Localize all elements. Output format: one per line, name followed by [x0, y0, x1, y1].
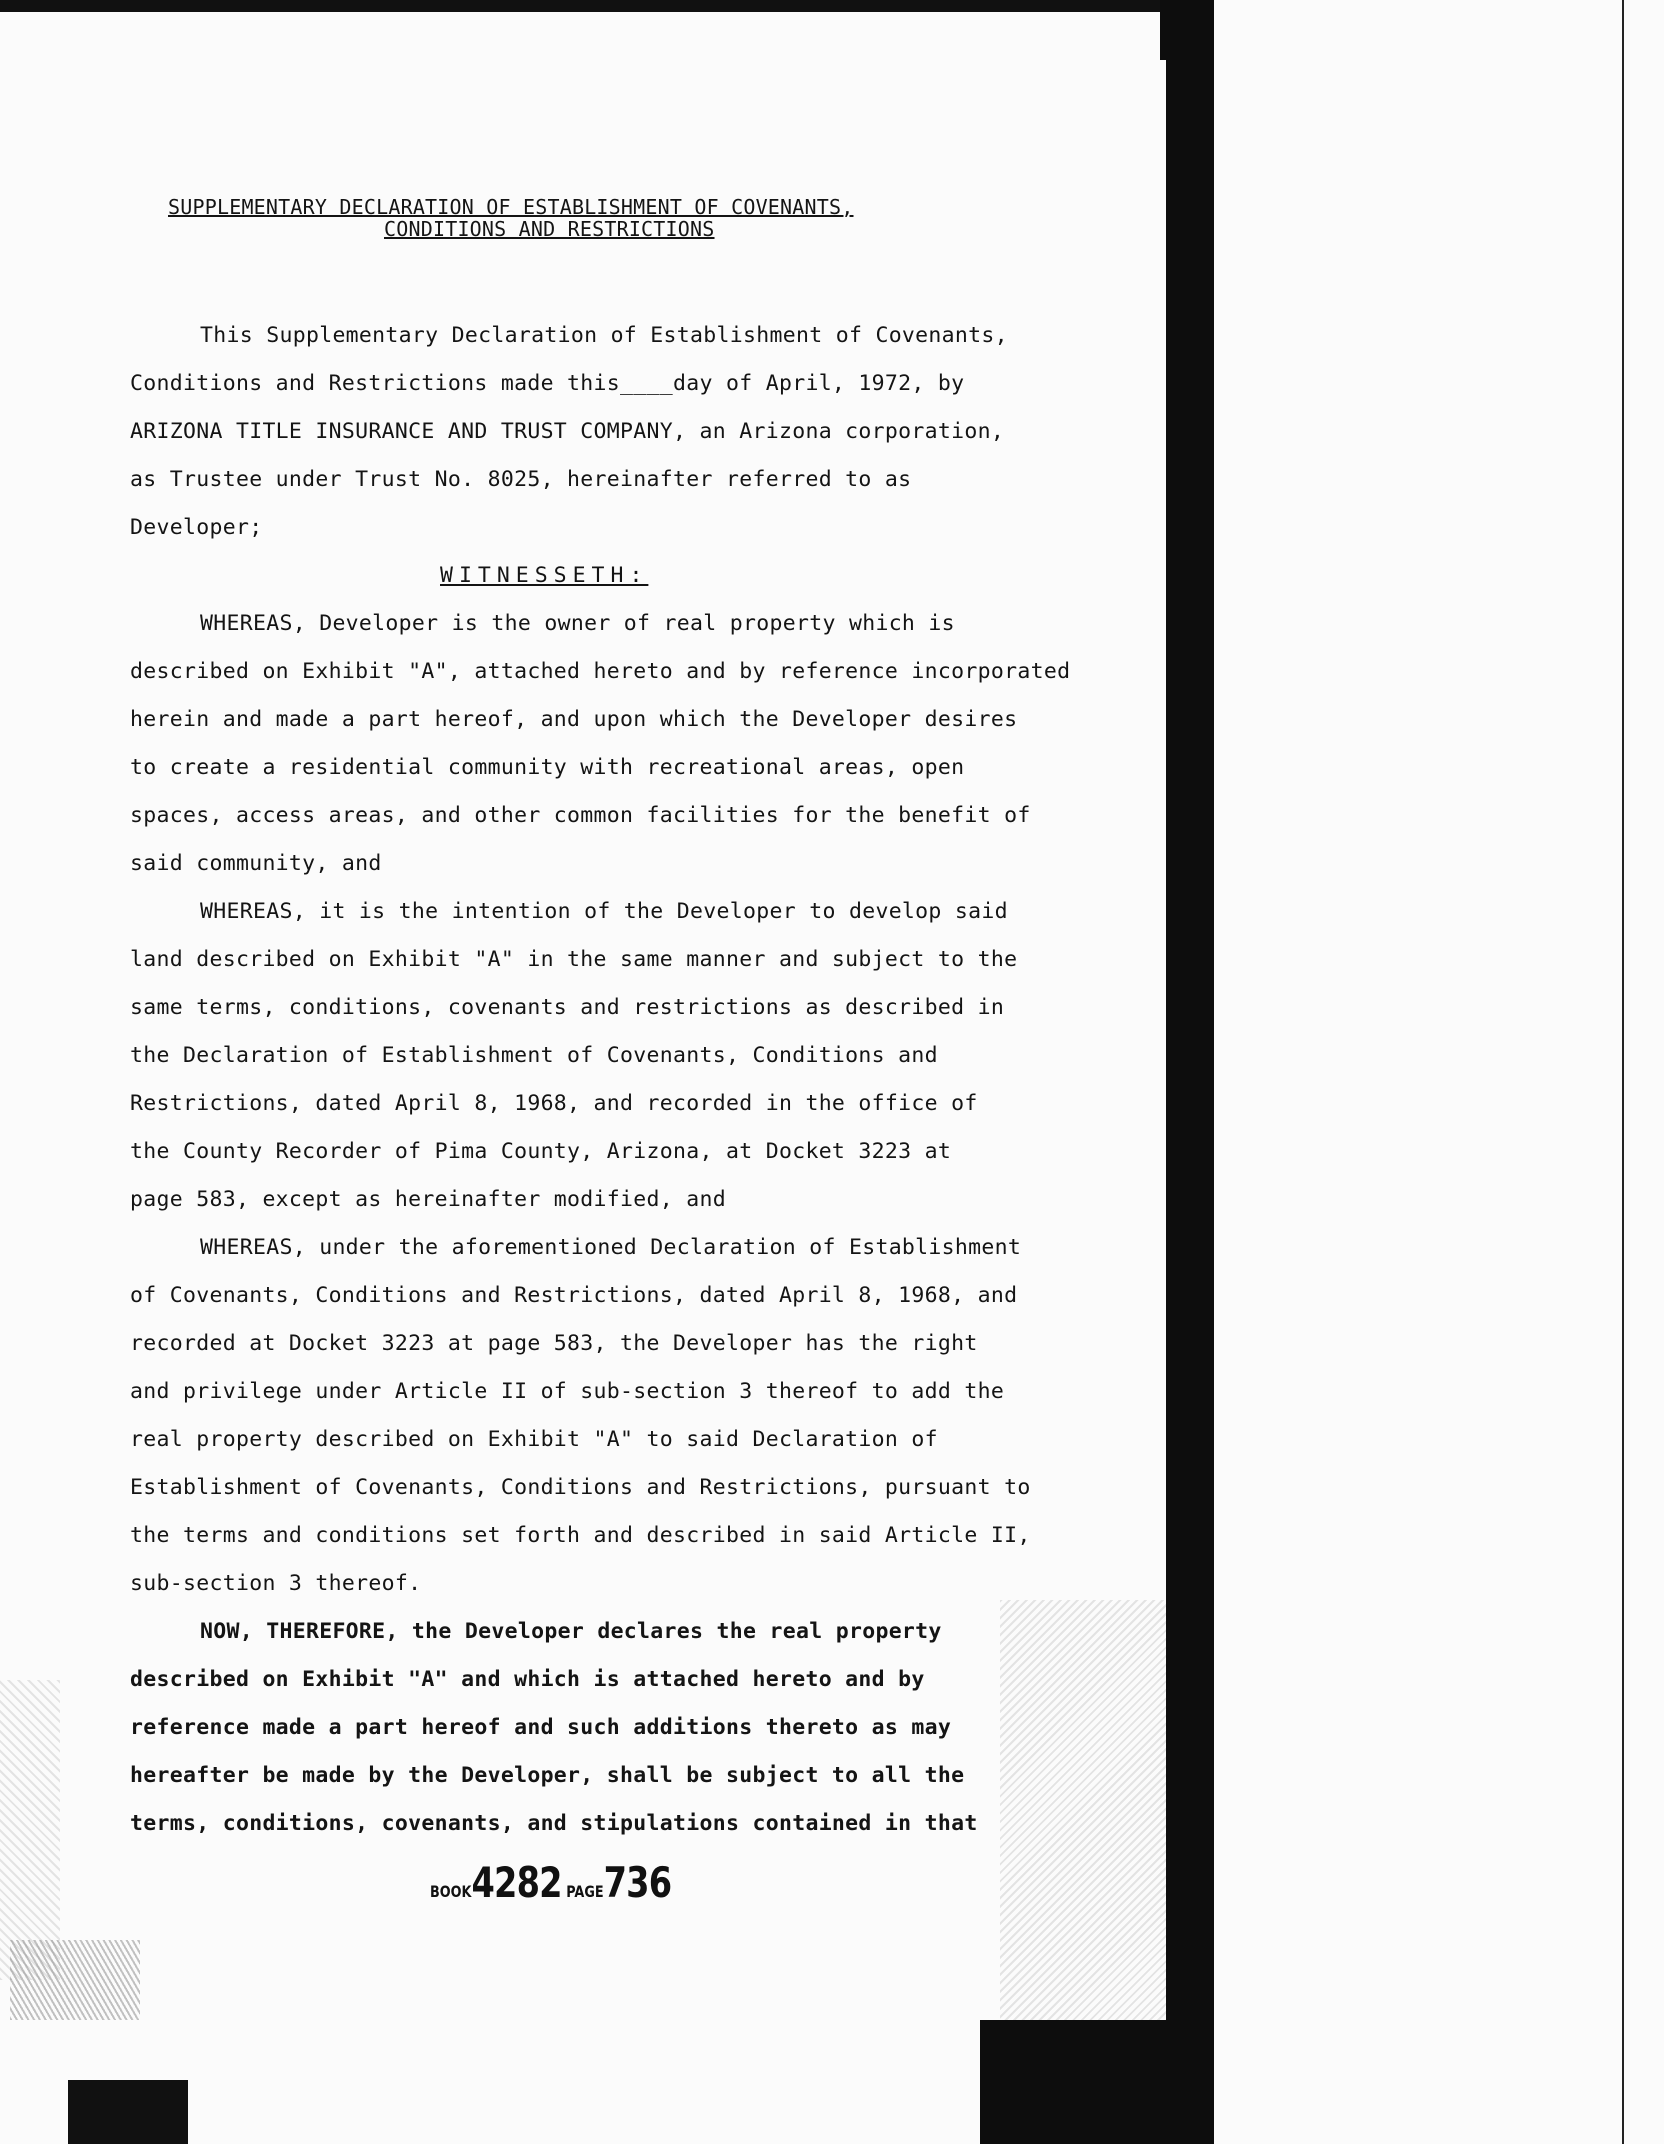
page-label: PAGE: [566, 1882, 604, 1901]
paragraph-line: Establishment of Covenants, Conditions and Restrictions, pursuant to: [130, 1475, 1031, 1500]
paragraph-line: the County Recorder of Pima County, Arizona, at Docket 3223 at: [130, 1139, 952, 1164]
book-number: 4282: [471, 1858, 562, 1907]
scan-right-bar: [1166, 0, 1214, 2144]
paragraph-line: ARIZONA TITLE INSURANCE AND TRUST COMPANY, an Arizona corporation,: [130, 419, 1005, 444]
paragraph-2: [130, 600, 1150, 888]
title-line-2: CONDITIONS AND RESTRICTIONS: [384, 217, 715, 241]
paragraph-line: same terms, conditions, covenants and restrictions as described in: [130, 995, 1005, 1020]
paragraph-line: Developer;: [130, 515, 263, 540]
paragraph-line: land described on Exhibit "A" in the same manner and subject to the: [130, 947, 1018, 972]
scan-bottom-right-block: [980, 2020, 1214, 2144]
paragraph-line: This Supplementary Declaration of Establishment of Covenants,: [200, 323, 1008, 348]
scan-bottom-left-block: [68, 2080, 188, 2144]
paragraph-4: [130, 1224, 1150, 1608]
paragraph-3: [130, 888, 1150, 1224]
paragraph-line: page 583, except as hereinafter modified, and: [130, 1187, 726, 1212]
paragraph-line: spaces, access areas, and other common facilities for the benefit of: [130, 803, 1031, 828]
paragraph-line: hereafter be made by the Developer, shall be subject to all the: [130, 1763, 965, 1788]
paragraph-line: Conditions and Restrictions made this____day of April, 1972, by: [130, 371, 965, 396]
paragraph-line: said community, and: [130, 851, 382, 876]
book-label: BOOK: [430, 1882, 472, 1901]
paragraph-line: WHEREAS, Developer is the owner of real property which is: [200, 611, 955, 636]
paragraph-line: terms, conditions, covenants, and stipulations contained in that: [130, 1811, 978, 1836]
scan-right-edge-line: [1622, 0, 1624, 2144]
paragraph-line: to create a residential community with recreational areas, open: [130, 755, 965, 780]
witnesseth-heading: WITNESSETH:: [440, 563, 649, 588]
paragraph-line: the terms and conditions set forth and described in said Article II,: [130, 1523, 1031, 1548]
paragraph-line: WHEREAS, it is the intention of the Developer to develop said: [200, 899, 1008, 924]
paragraph-line: reference made a part hereof and such additions thereto as may: [130, 1715, 952, 1740]
paragraph-line: real property described on Exhibit "A" to said Declaration of: [130, 1427, 938, 1452]
paragraph-line: herein and made a part hereof, and upon which the Developer desires: [130, 707, 1018, 732]
paragraph-line: described on Exhibit "A" and which is attached hereto and by: [130, 1667, 925, 1692]
scan-speckle-left: [0, 1680, 60, 1980]
paragraph-line: NOW, THEREFORE, the Developer declares the real property: [200, 1619, 942, 1644]
paragraph-5: [130, 1608, 1150, 1848]
document-body: [130, 312, 1150, 1848]
paragraph-line: sub-section 3 thereof.: [130, 1571, 422, 1596]
scan-top-band: [0, 0, 1175, 12]
paragraph-line: of Covenants, Conditions and Restrictions, dated April 8, 1968, and: [130, 1283, 1018, 1308]
title-line-1: SUPPLEMENTARY DECLARATION OF ESTABLISHMENT OF COVENANTS,: [168, 195, 854, 219]
document-title: [168, 196, 988, 240]
paragraph-line: as Trustee under Trust No. 8025, hereinafter referred to as: [130, 467, 912, 492]
paragraph-line: recorded at Docket 3223 at page 583, the Developer has the right: [130, 1331, 978, 1356]
paragraph-line: and privilege under Article II of sub-section 3 thereof to add the: [130, 1379, 1005, 1404]
paragraph-line: described on Exhibit "A", attached hereto and by reference incorporated: [130, 659, 1071, 684]
scan-speckle-bottom: [10, 1940, 140, 2020]
paragraph-line: the Declaration of Establishment of Covenants, Conditions and: [130, 1043, 938, 1068]
paragraph-line: Restrictions, dated April 8, 1968, and recorded in the office of: [130, 1091, 978, 1116]
paragraph-1: [130, 312, 1150, 552]
page-number: 736: [603, 1858, 672, 1907]
book-page-stamp: [430, 1858, 671, 1907]
paragraph-line: WHEREAS, under the aforementioned Declaration of Establishment: [200, 1235, 1022, 1260]
